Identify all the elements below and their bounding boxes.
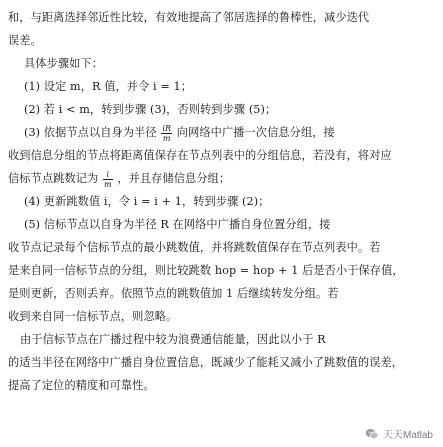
text-line: 是来自同一信标节点的分组，则比较跳数 hop = hop + 1 后是否小于保存值， xyxy=(8,264,404,277)
step-3-prefix: (3) 依据节点以自身为半径 xyxy=(24,126,157,139)
text-segment: ，并且存储信息分组； xyxy=(117,172,231,185)
text-line: 是则更新，否则丢弃。依照节点的跳数值加 1 后继续转发分组。若 xyxy=(8,287,339,300)
watermark xyxy=(365,426,433,441)
text-line: 和，与距离选择邻近性比较，有效地提高了邻居选择的鲁棒性，减少迭代 xyxy=(8,11,370,24)
text-line: 收到信息分组的节点将距离值保存在节点列表中的分组信息，若没有，将对应 xyxy=(8,149,392,162)
text-line xyxy=(8,167,433,190)
fraction-numerator: iR xyxy=(162,123,172,133)
fraction-numerator: i xyxy=(103,170,113,180)
hop-fraction xyxy=(103,170,113,189)
text-line: 具体步骤如下： xyxy=(24,57,104,70)
step-5: (5) 信标节点以自身为半径 R 在网络中广播自身位置分组，接 xyxy=(24,218,331,231)
fraction-denominator: m xyxy=(162,133,171,143)
step-2: (2) 若 i < m，转到步骤 (3)，否则转到步骤 (5)； xyxy=(24,103,277,116)
step-3-suffix: 向网络中广播一次信息分组，接 xyxy=(176,126,335,139)
wechat-icon xyxy=(365,427,379,441)
radius-fraction xyxy=(161,124,172,143)
watermark-text: 天天Matlab xyxy=(382,430,433,441)
step-1: (1) 设定 m，R 值，并令 i = 1； xyxy=(24,80,192,93)
text-line: 由于信标节点在广播过程中较为浪费通信能量，因此以小于 R xyxy=(20,333,326,346)
text-segment: 信标节点跳数记为 xyxy=(8,172,99,185)
text-line: 误差。 xyxy=(8,34,42,47)
text-line: 收到来自同一信标节点，则忽略。 xyxy=(8,310,178,323)
fraction-denominator: m xyxy=(103,179,112,189)
step-3 xyxy=(8,121,433,144)
text-line: 提高了定位的精度和可靠性。 xyxy=(8,379,155,392)
step-4: (4) 更新跳数值 i，令 i = i + 1，转到步骤 (2)； xyxy=(24,195,270,208)
text-line: 的适当半径在网络中广播自身位置信息，既减少了能耗又减小了跳数值的误差， xyxy=(8,356,404,369)
text-line: 收节点记录每个信标节点的最小跳数值，并将跳数值保存在节点列表中。若 xyxy=(8,241,381,254)
